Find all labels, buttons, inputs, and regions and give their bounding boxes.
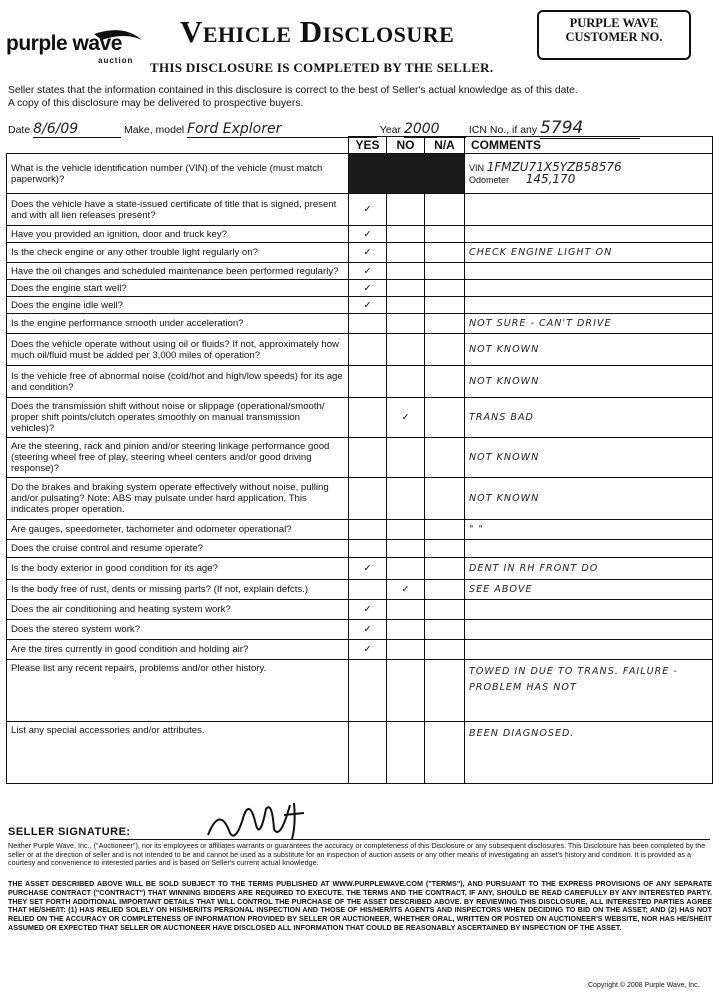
table-row — [7, 478, 713, 520]
history-row — [7, 660, 713, 722]
vin-row — [7, 154, 713, 194]
na-checkbox[interactable] — [425, 438, 465, 478]
page-subtitle: THIS DISCLOSURE IS COMPLETED BY THE SELLER. — [150, 60, 494, 75]
icn-field[interactable]: 5794 — [540, 118, 640, 139]
comment-cell[interactable] — [465, 297, 713, 314]
no-checkbox[interactable]: ✓ — [387, 580, 425, 600]
na-checkbox[interactable] — [425, 640, 465, 660]
blank-header — [7, 137, 349, 154]
question-cell: Is the engine performance smooth under acceleration? — [7, 314, 349, 334]
icn-label: ICN No., if any — [468, 124, 538, 136]
no-checkbox[interactable] — [387, 280, 425, 297]
na-checkbox[interactable] — [425, 558, 465, 580]
disclaimer-text: Neither Purple Wave, Inc., ("Auctioneer"), nor its employees or affiliates warrants or guarantees the accuracy or completeness of this Disclosure or any subsequent disclosures. This Disclosure has been completed by the seller or at the direction of seller and is not intended to be and cannot be used as a substitute for an inspection of auction assets or any other means of investigating an asset's history and condition. It is provided as a courtesy and convenience to interested parties and is based on Seller's current actual knowledge. — [8, 841, 706, 868]
no-checkbox[interactable] — [387, 314, 425, 334]
yes-checkbox[interactable] — [349, 334, 387, 366]
history-question: Please list any recent repairs, problems and/or other history. — [7, 660, 349, 722]
no-checkbox[interactable] — [387, 366, 425, 398]
table-row — [7, 263, 713, 280]
accessories-comment[interactable]: BEEN DIAGNOSED. — [465, 722, 713, 784]
yes-checkbox[interactable] — [349, 520, 387, 540]
na-checkbox[interactable] — [425, 243, 465, 263]
comment-cell[interactable]: " " — [465, 520, 713, 540]
yes-checkbox[interactable] — [349, 398, 387, 438]
comment-cell[interactable] — [465, 263, 713, 280]
no-checkbox[interactable] — [387, 520, 425, 540]
customer-number-box: PURPLE WAVE CUSTOMER NO. — [537, 10, 691, 60]
comment-cell[interactable]: SEE ABOVE — [465, 580, 713, 600]
question-cell: Does the engine start well? — [7, 280, 349, 297]
table-row — [7, 334, 713, 366]
question-cell: Does the vehicle have a state-issued certificate of title that is signed, present and with all lien releases present? — [7, 194, 349, 226]
yes-checkbox[interactable]: ✓ — [349, 280, 387, 297]
comment-cell[interactable]: NOT KNOWN — [465, 334, 713, 366]
comment-cell[interactable]: NOT SURE - CAN'T DRIVE — [465, 314, 713, 334]
make-model-label: Make, model — [124, 124, 185, 136]
question-cell: Are the steering, rack and pinion and/or steering linkage performance good (steering wheel free of play, steering wheel centers and/or good driving response)? — [7, 438, 349, 478]
vin-field[interactable]: 1FMZU71X5YZB58576 — [486, 159, 622, 174]
comment-cell[interactable]: NOT KNOWN — [465, 366, 713, 398]
question-cell: Have you provided an ignition, door and truck key? — [7, 226, 349, 243]
no-checkbox[interactable] — [387, 438, 425, 478]
question-cell: Is the body free of rust, dents or missing parts? (If not, explain defcts.) — [7, 580, 349, 600]
question-cell: Does the air conditioning and heating system work? — [7, 600, 349, 620]
question-cell: Do the brakes and braking system operate effectively without noise, pulling and/or pulsating? Note: ABS may pulsate under hard application. This indicates proper operation. — [7, 478, 349, 520]
yes-column-header: YES — [349, 137, 387, 154]
question-cell: Is the body exterior in good condition for its age? — [7, 558, 349, 580]
table-row — [7, 438, 713, 478]
question-cell: Does the transmission shift without noise or slippage (operational/smooth/ proper shift points/clutch operates smoothly on manual transmission vehicles)? — [7, 398, 349, 438]
question-cell: Does the cruise control and resume operate? — [7, 540, 349, 558]
page-title: Vehicle Disclosure — [180, 14, 455, 49]
vin-question: What is the vehicle identification number (VIN) of the vehicle (must match paperwork)? — [7, 154, 349, 194]
history-check-cell[interactable] — [349, 660, 387, 722]
table-row — [7, 194, 713, 226]
comments-column-header: COMMENTS — [465, 137, 713, 154]
comment-cell[interactable]: TRANS BAD — [465, 398, 713, 438]
yes-checkbox[interactable]: ✓ — [349, 640, 387, 660]
statement-line-2: A copy of this disclosure may be delivered to prospective buyers. — [8, 98, 304, 109]
table-row — [7, 520, 713, 540]
no-checkbox[interactable] — [387, 194, 425, 226]
table-row — [7, 640, 713, 660]
yes-checkbox[interactable]: ✓ — [349, 263, 387, 280]
comment-cell[interactable] — [465, 640, 713, 660]
yes-checkbox[interactable] — [349, 540, 387, 558]
comment-cell[interactable]: NOT KNOWN — [465, 438, 713, 478]
table-row — [7, 620, 713, 640]
table-row — [7, 366, 713, 398]
year-label: Year — [379, 124, 402, 136]
table-row — [7, 580, 713, 600]
table-row — [7, 314, 713, 334]
vin-comment-cell — [465, 154, 713, 194]
comment-cell[interactable] — [465, 226, 713, 243]
na-checkbox[interactable] — [425, 478, 465, 520]
table-row — [7, 558, 713, 580]
terms-text: THE ASSET DESCRIBED ABOVE WILL BE SOLD SUBJECT TO THE TERMS PUBLISHED AT WWW.PURPLEWAVE.COM ("TERMS"), AND PURSUANT TO THE EXPRESS PROVISIONS OF ANY SEPARATE PURCHASE CONTRACT ("CONTRACT") THAT WINNING BIDDERS ARE REQUIRED TO EXECUTE. THE TERMS AND THE CONTRACT, IF ANY, SHOULD BE READ CAREFULLY BY ANY INTERESTED PARTY. THEY SET FORTH ADDITIONAL IMPORTANT DETAILS THAT WILL CONTROL THE PURCHASE OF THE ASSET DESCRIBED ABOVE. BY REVIEWING THIS DISCLOSURE, ALL INTERESTED PARTIES AGREE THAT HE/SHE/IT: (1) HAS RELIED SOLELY ON HIS/HER/ITS PERSONAL INSPECTION AND THOSE OF HIS/HER/ITS AGENTS AND INSPECTORS WHEN DECIDING TO BID ON THE ASSET; AND (2) HAS NOT RELIED ON THE ACCURACY OR COMPLETENESS OF INFORMATION PROVIDED BY SELLER OR AUCTIONEER, WHETHER ORAL, WRITTEN OR POSTED ON AUCTIONEER'S WEBSITE, NOR HAS HE/SHE/IT ASSUMED OR EXPECTED THAT SELLER OR AUCTIONEER HAVE DISCLOSED ALL INFORMATION THAT COULD BE REASONABLY ASCERTAINED BY INSPECTION OF THE ASSET. — [8, 879, 712, 932]
no-checkbox[interactable] — [387, 558, 425, 580]
na-checkbox[interactable] — [425, 398, 465, 438]
date-field[interactable]: 8/6/09 — [33, 121, 121, 138]
no-checkbox[interactable] — [387, 600, 425, 620]
na-column-header: N/A — [425, 137, 465, 154]
comment-cell[interactable]: DENT IN RH FRONT DO — [465, 558, 713, 580]
table-header-row — [7, 137, 713, 154]
table-row — [7, 540, 713, 558]
comment-cell[interactable] — [465, 280, 713, 297]
odometer-field[interactable]: 145,170 — [525, 171, 576, 186]
na-checkbox[interactable] — [425, 334, 465, 366]
comment-cell[interactable] — [465, 600, 713, 620]
no-checkbox[interactable]: ✓ — [387, 398, 425, 438]
comment-cell[interactable] — [465, 194, 713, 226]
yes-checkbox[interactable] — [349, 314, 387, 334]
no-column-header: NO — [387, 137, 425, 154]
table-row — [7, 280, 713, 297]
no-checkbox[interactable] — [387, 334, 425, 366]
question-cell: Have the oil changes and scheduled maintenance been performed regularly? — [7, 263, 349, 280]
statement-line-1: Seller states that the information contained in this disclosure is correct to the best of Seller's actual knowledge as of this date. — [8, 85, 578, 96]
comment-cell[interactable]: NOT KNOWN — [465, 478, 713, 520]
odometer-label: Odometer — [469, 174, 510, 185]
question-cell: Are gauges, speedometer, tachometer and odometer operational? — [7, 520, 349, 540]
na-checkbox[interactable] — [425, 194, 465, 226]
yes-checkbox[interactable]: ✓ — [349, 194, 387, 226]
date-label: Date — [8, 124, 31, 136]
table-row — [7, 398, 713, 438]
no-checkbox[interactable] — [387, 640, 425, 660]
question-cell: Are the tires currently in good condition and holding air? — [7, 640, 349, 660]
na-checkbox[interactable] — [425, 580, 465, 600]
handwritten-signature — [200, 795, 310, 845]
vin-blackout — [349, 154, 465, 194]
copyright-text: Copyright © 2008 Purple Wave, Inc. — [588, 982, 700, 989]
question-cell: Does the stereo system work? — [7, 620, 349, 640]
accessories-check-cell[interactable] — [349, 722, 387, 784]
no-checkbox[interactable] — [387, 297, 425, 314]
comment-cell[interactable]: CHECK ENGINE LIGHT ON — [465, 243, 713, 263]
seller-statement — [8, 84, 708, 110]
no-checkbox[interactable] — [387, 263, 425, 280]
seller-signature-label: SELLER SIGNATURE: — [8, 826, 131, 838]
logo-subtext: auction — [98, 56, 134, 65]
no-checkbox[interactable] — [387, 478, 425, 520]
na-checkbox[interactable] — [425, 263, 465, 280]
yes-checkbox[interactable]: ✓ — [349, 297, 387, 314]
yes-checkbox[interactable] — [349, 478, 387, 520]
history-comment[interactable]: TOWED IN DUE TO TRANS. FAILURE - PROBLEM HAS NOT — [465, 660, 713, 722]
na-checkbox[interactable] — [425, 540, 465, 558]
vin-label: VIN — [469, 162, 485, 173]
question-cell: Is the vehicle free of abnormal noise (cold/hot and high/low speeds) for its age and condition? — [7, 366, 349, 398]
no-checkbox[interactable] — [387, 620, 425, 640]
history-check-cell[interactable] — [425, 660, 465, 722]
yes-checkbox[interactable]: ✓ — [349, 558, 387, 580]
na-checkbox[interactable] — [425, 280, 465, 297]
accessories-check-cell[interactable] — [387, 722, 425, 784]
no-checkbox[interactable] — [387, 540, 425, 558]
na-checkbox[interactable] — [425, 366, 465, 398]
yes-checkbox[interactable]: ✓ — [349, 620, 387, 640]
na-checkbox[interactable] — [425, 226, 465, 243]
question-cell: Does the engine idle well? — [7, 297, 349, 314]
accessories-question: List any special accessories and/or attributes. — [7, 722, 349, 784]
no-checkbox[interactable] — [387, 226, 425, 243]
na-checkbox[interactable] — [425, 520, 465, 540]
na-checkbox[interactable] — [425, 600, 465, 620]
yes-checkbox[interactable]: ✓ — [349, 226, 387, 243]
accessories-check-cell[interactable] — [425, 722, 465, 784]
comment-cell[interactable] — [465, 620, 713, 640]
comment-cell[interactable] — [465, 540, 713, 558]
logo-text: purple wave — [6, 32, 122, 55]
accessories-row — [7, 722, 713, 784]
purple-wave-logo — [6, 26, 146, 70]
table-row — [7, 243, 713, 263]
question-cell: Does the vehicle operate without using oil or fluids? If not, approximately how much oil/fluid must be added per 3,000 miles of operation? — [7, 334, 349, 366]
yes-checkbox[interactable] — [349, 580, 387, 600]
yes-checkbox[interactable]: ✓ — [349, 243, 387, 263]
table-row — [7, 297, 713, 314]
table-row — [7, 600, 713, 620]
yes-checkbox[interactable] — [349, 366, 387, 398]
na-checkbox[interactable] — [425, 297, 465, 314]
na-checkbox[interactable] — [425, 620, 465, 640]
year-field[interactable]: 2000 — [404, 121, 466, 138]
yes-checkbox[interactable] — [349, 438, 387, 478]
yes-checkbox[interactable]: ✓ — [349, 600, 387, 620]
make-model-field[interactable]: Ford Explorer — [187, 121, 377, 138]
na-checkbox[interactable] — [425, 314, 465, 334]
history-check-cell[interactable] — [387, 660, 425, 722]
table-row — [7, 226, 713, 243]
disclosure-table — [6, 136, 713, 784]
question-cell: Is the check engine or any other trouble light regularly on? — [7, 243, 349, 263]
no-checkbox[interactable] — [387, 243, 425, 263]
